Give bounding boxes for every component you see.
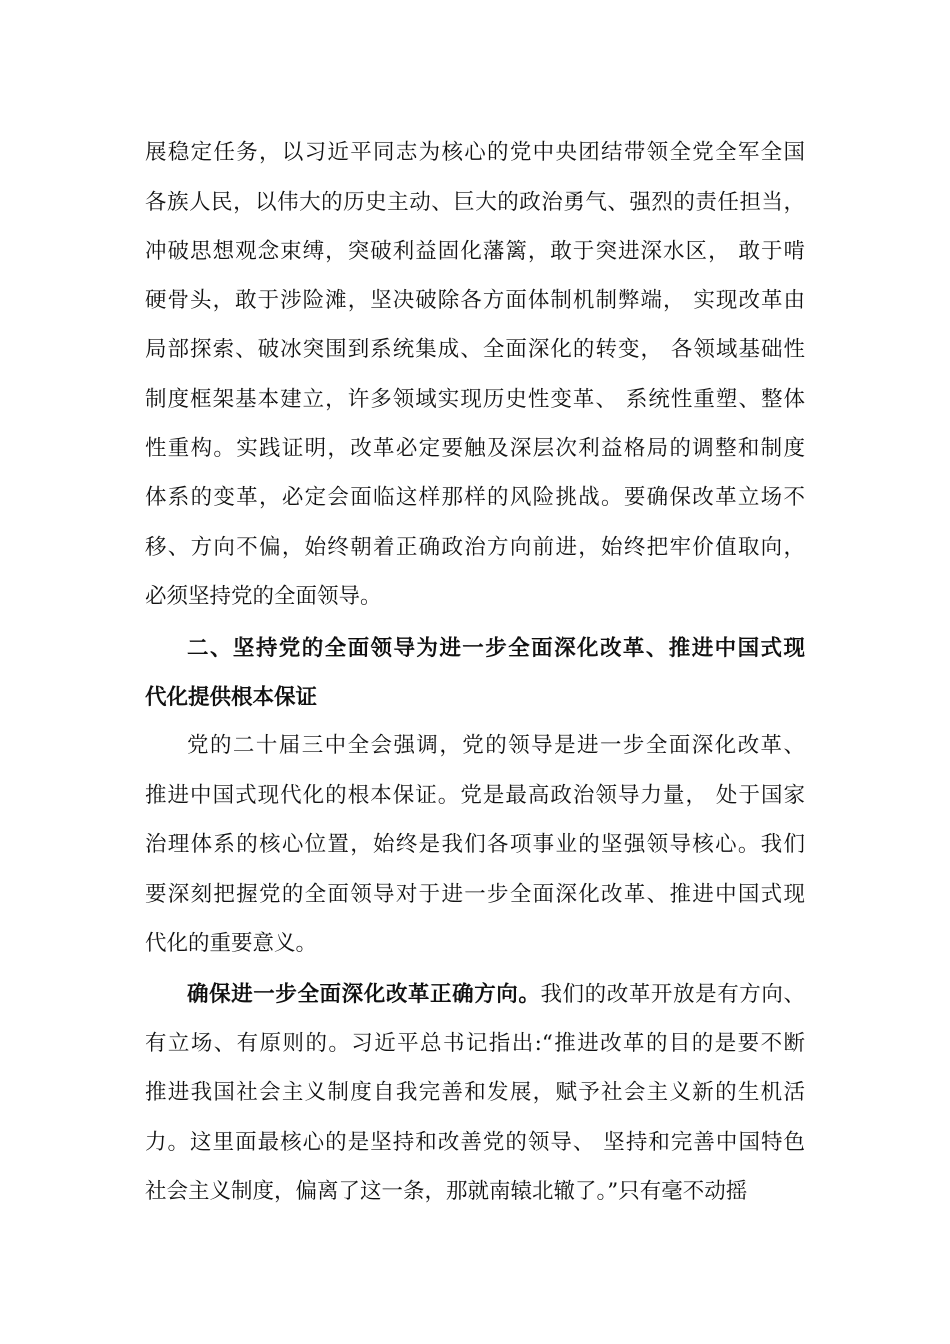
text-run: 党的二十届三中全会强调，党的领导是进一步全面深化改革、 — [187, 733, 805, 758]
text-line — [145, 583, 805, 611]
text-line — [145, 189, 805, 217]
text-line — [145, 484, 805, 512]
text-run: 我们的改革开放是有方向、 — [540, 982, 805, 1007]
text-line — [145, 1178, 805, 1206]
bold-text: 二、坚持党的全面领导为进一步全面深化改革、推进中国式现 — [187, 636, 805, 661]
text-run: 治理体系的核心位置，始终是我们各项事业的坚强领导核心。我们 — [145, 832, 805, 857]
text-line — [145, 139, 805, 167]
text-line — [145, 1129, 805, 1157]
text-run: 硬骨头，敢于涉险滩，坚决破除各方面体制机制弊端， 实现改革由 — [145, 288, 805, 313]
text-run: 推进我国社会主义制度自我完善和发展，赋予社会主义新的生机活 — [145, 1080, 805, 1105]
text-line — [145, 684, 805, 712]
text-run: 推进中国式现代化的根本保证。党是最高政治领导力量， 处于国家 — [145, 783, 805, 808]
text-run: 制度框架基本建立，许多领域实现历史性变革、 系统性重塑、整体 — [145, 387, 805, 412]
text-run: 代化的重要意义。 — [145, 931, 318, 956]
text-line — [187, 732, 805, 760]
text-line — [145, 336, 805, 364]
text-line — [145, 1030, 805, 1058]
text-run: 各族人民，以伟大的历史主动、巨大的政治勇气、强烈的责任担当， — [145, 190, 805, 215]
bold-text: 代化提供根本保证 — [145, 685, 318, 710]
text-run: 必须坚持党的全面领导。 — [145, 584, 382, 609]
text-line — [187, 981, 805, 1009]
text-line — [145, 386, 805, 414]
text-run: 冲破思想观念束缚，突破利益固化藩篱，敢于突进深水区， 敢于啃 — [145, 239, 805, 264]
text-run: 移、方向不偏，始终朝着正确政治方向前进，始终把牢价值取向， — [145, 535, 805, 560]
text-line — [145, 435, 805, 463]
text-run: 有立场、有原则的。习近平总书记指出:“推进改革的目的是要不断 — [145, 1031, 805, 1056]
text-line — [145, 782, 805, 810]
text-run: 局部探索、破冰突围到系统集成、全面深化的转变， 各领域基础性 — [145, 337, 805, 362]
text-line — [145, 287, 805, 315]
text-line — [187, 635, 805, 663]
text-run: 体系的变革，必定会面临这样那样的风险挑战。要确保改革立场不 — [145, 485, 805, 510]
text-line — [145, 881, 805, 909]
bold-text: 确保进一步全面深化改革正确方向。 — [187, 982, 541, 1007]
text-run: 力。这里面最核心的是坚持和改善党的领导、 坚持和完善中国特色 — [145, 1130, 805, 1155]
text-run: 要深刻把握党的全面领导对于进一步全面深化改革、推进中国式现 — [145, 882, 805, 907]
text-run: 性重构。实践证明，改革必定要触及深层次利益格局的调整和制度 — [145, 436, 805, 461]
text-line — [145, 238, 805, 266]
text-line — [145, 1079, 805, 1107]
text-line — [145, 930, 805, 958]
text-line — [145, 534, 805, 562]
text-run: 社会主义制度，偏离了这一条，那就南辕北辙了。”只有毫不动摇 — [145, 1179, 748, 1204]
text-line — [145, 831, 805, 859]
text-run: 展稳定任务，以习近平同志为核心的党中央团结带领全党全军全国 — [145, 140, 805, 165]
